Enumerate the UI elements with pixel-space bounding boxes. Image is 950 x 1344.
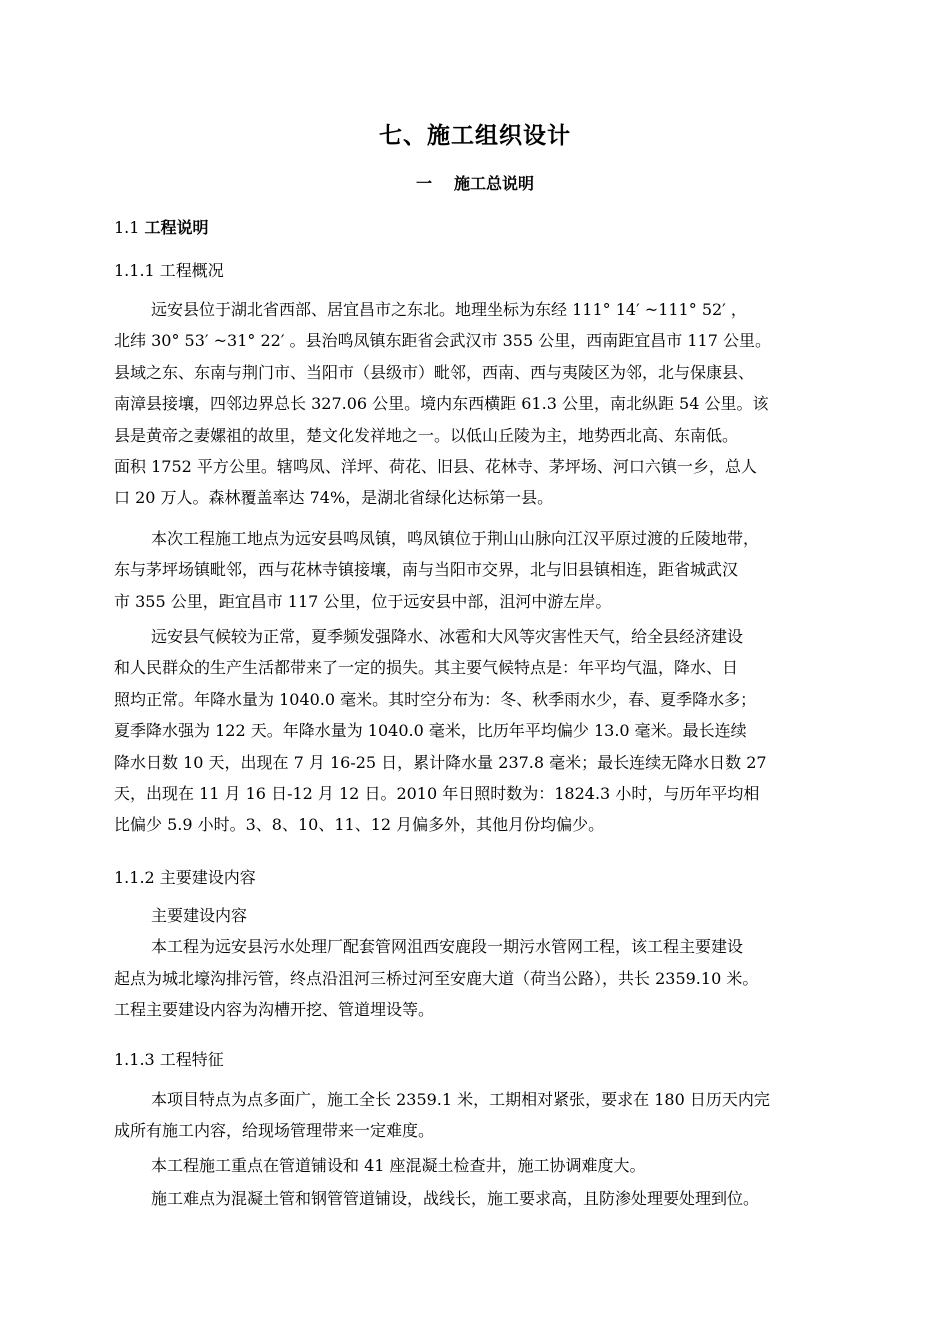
text-line: 本项目特点为点多面广，施工全长 2359.1 米，工期相对紧张，要求在 180 日历天内完 xyxy=(151,1090,770,1109)
features-paragraph-2 xyxy=(114,1150,886,1181)
text-line: 面积 1752 平方公里。辖鸣凤、洋坪、荷花、旧县、花林寺、茅坪场、河口六镇一乡，总人 xyxy=(114,457,757,477)
text-line: 天，出现在 11 月 16 日-12 月 12 日。2010 年日照时数为：1824.3 小时，与历年平均相 xyxy=(114,784,760,804)
text-line: 远安县位于湖北省西部、居宜昌市之东北。地理坐标为东经 111° 14′ ~111° 52′ ， xyxy=(151,300,747,319)
text-line: 本次工程施工地点为远安县鸣凤镇，鸣凤镇位于荆山山脉向江汉平原过渡的丘陵地带， xyxy=(151,529,760,548)
features-paragraph-1 xyxy=(114,1084,886,1147)
text-line: 东与茅坪场镇毗邻，西与花林寺镇接壤，南与当阳市交界，北与旧县镇相连，距省城武汉 xyxy=(114,560,739,580)
text-line: 市 355 公里，距宜昌市 117 公里，位于远安县中部，沮河中游左岸。 xyxy=(114,591,612,611)
text-line: 施工难点为混凝土管和钢管管道铺设，战线长，施工要求高，且防渗处理要处理到位。 xyxy=(151,1189,760,1208)
text-line: 口 20 万人。森林覆盖率达 74%，是湖北省绿化达标第一县。 xyxy=(114,488,554,508)
heading-1-1-3: 1.1.3 工程特征 xyxy=(114,1050,224,1069)
text-line: 南漳县接壤，四邻边界总长 327.06 公里。境内东西横距 61.3 公里，南北纵距 54 公里。该 xyxy=(114,394,769,414)
text-line: 县是黄帝之妻嫘祖的故里，楚文化发祥地之一。以低山丘陵为主，地势西北高、东南低。 xyxy=(114,425,739,445)
text-line: 远安县气候较为正常，夏季频发强降水、冰雹和大风等灾害性天气，给全县经济建设 xyxy=(151,627,744,646)
content-subheading: 主要建设内容 xyxy=(151,906,248,925)
section-number: 一 xyxy=(415,174,432,193)
text-line: 起点为城北壕沟排污管，终点沿沮河三桥过河至安鹿大道（荷当公路），共长 2359.10 米。 xyxy=(114,968,759,988)
text-line: 北纬 30° 53′ ~31° 22′ 。县治鸣凤镇东距省会武汉市 355 公里，西南距宜昌市 117 公里。 xyxy=(114,331,771,351)
text-line: 降水日数 10 天，出现在 7 月 16-25 日，累计降水量 237.8 毫米；最长连续无降水日数 27 xyxy=(114,752,767,772)
text-line: 本工程施工重点在管道铺设和 41 座混凝土检查井，施工协调难度大。 xyxy=(151,1156,646,1175)
text-line: 县域之东、东南与荆门市、当阳市（县级市）毗邻，西南、西与夷陵区为邻，北与保康县、 xyxy=(114,362,755,382)
heading-1-1-label: 工程说明 xyxy=(144,218,209,237)
heading-1-1 xyxy=(114,215,209,238)
content-block xyxy=(114,900,886,1026)
text-line: 成所有施工内容，给现场管理带来一定难度。 xyxy=(114,1121,435,1141)
heading-1-1-number: 1.1 xyxy=(114,218,140,237)
text-line: 本工程为远安县污水处理厂配套管网沮西安鹿段一期污水管网工程，该工程主要建设 xyxy=(151,937,744,957)
features-paragraph-3 xyxy=(114,1183,886,1214)
text-line: 和人民群众的生产生活都带来了一定的损失。其主要气候特点是：年平均气温，降水、日 xyxy=(114,658,739,678)
heading-1-1-2: 1.1.2 主要建设内容 xyxy=(114,868,256,887)
text-line: 工程主要建设内容为沟槽开挖、管道埋设等。 xyxy=(114,1000,435,1020)
text-line: 照均正常。年降水量为 1040.0 毫米。其时空分布为：冬、秋季雨水少，春、夏季降水多； xyxy=(114,689,757,709)
overview-paragraph-3 xyxy=(114,621,886,841)
overview-paragraph-1 xyxy=(114,294,886,514)
heading-1-1-1: 1.1.1 工程概况 xyxy=(114,261,224,280)
overview-paragraph-2 xyxy=(114,523,886,617)
section-label: 施工总说明 xyxy=(454,174,535,193)
section-heading xyxy=(0,171,950,194)
page-title: 七、施工组织设计 xyxy=(379,122,571,149)
text-line: 比偏少 5.9 小时。3、8、10、11、12 月偏多外，其他月份均偏少。 xyxy=(114,815,605,835)
text-line: 夏季降水强为 122 天。年降水量为 1040.0 毫米，比历年平均偏少 13.0 毫米。最长连续 xyxy=(114,721,747,741)
